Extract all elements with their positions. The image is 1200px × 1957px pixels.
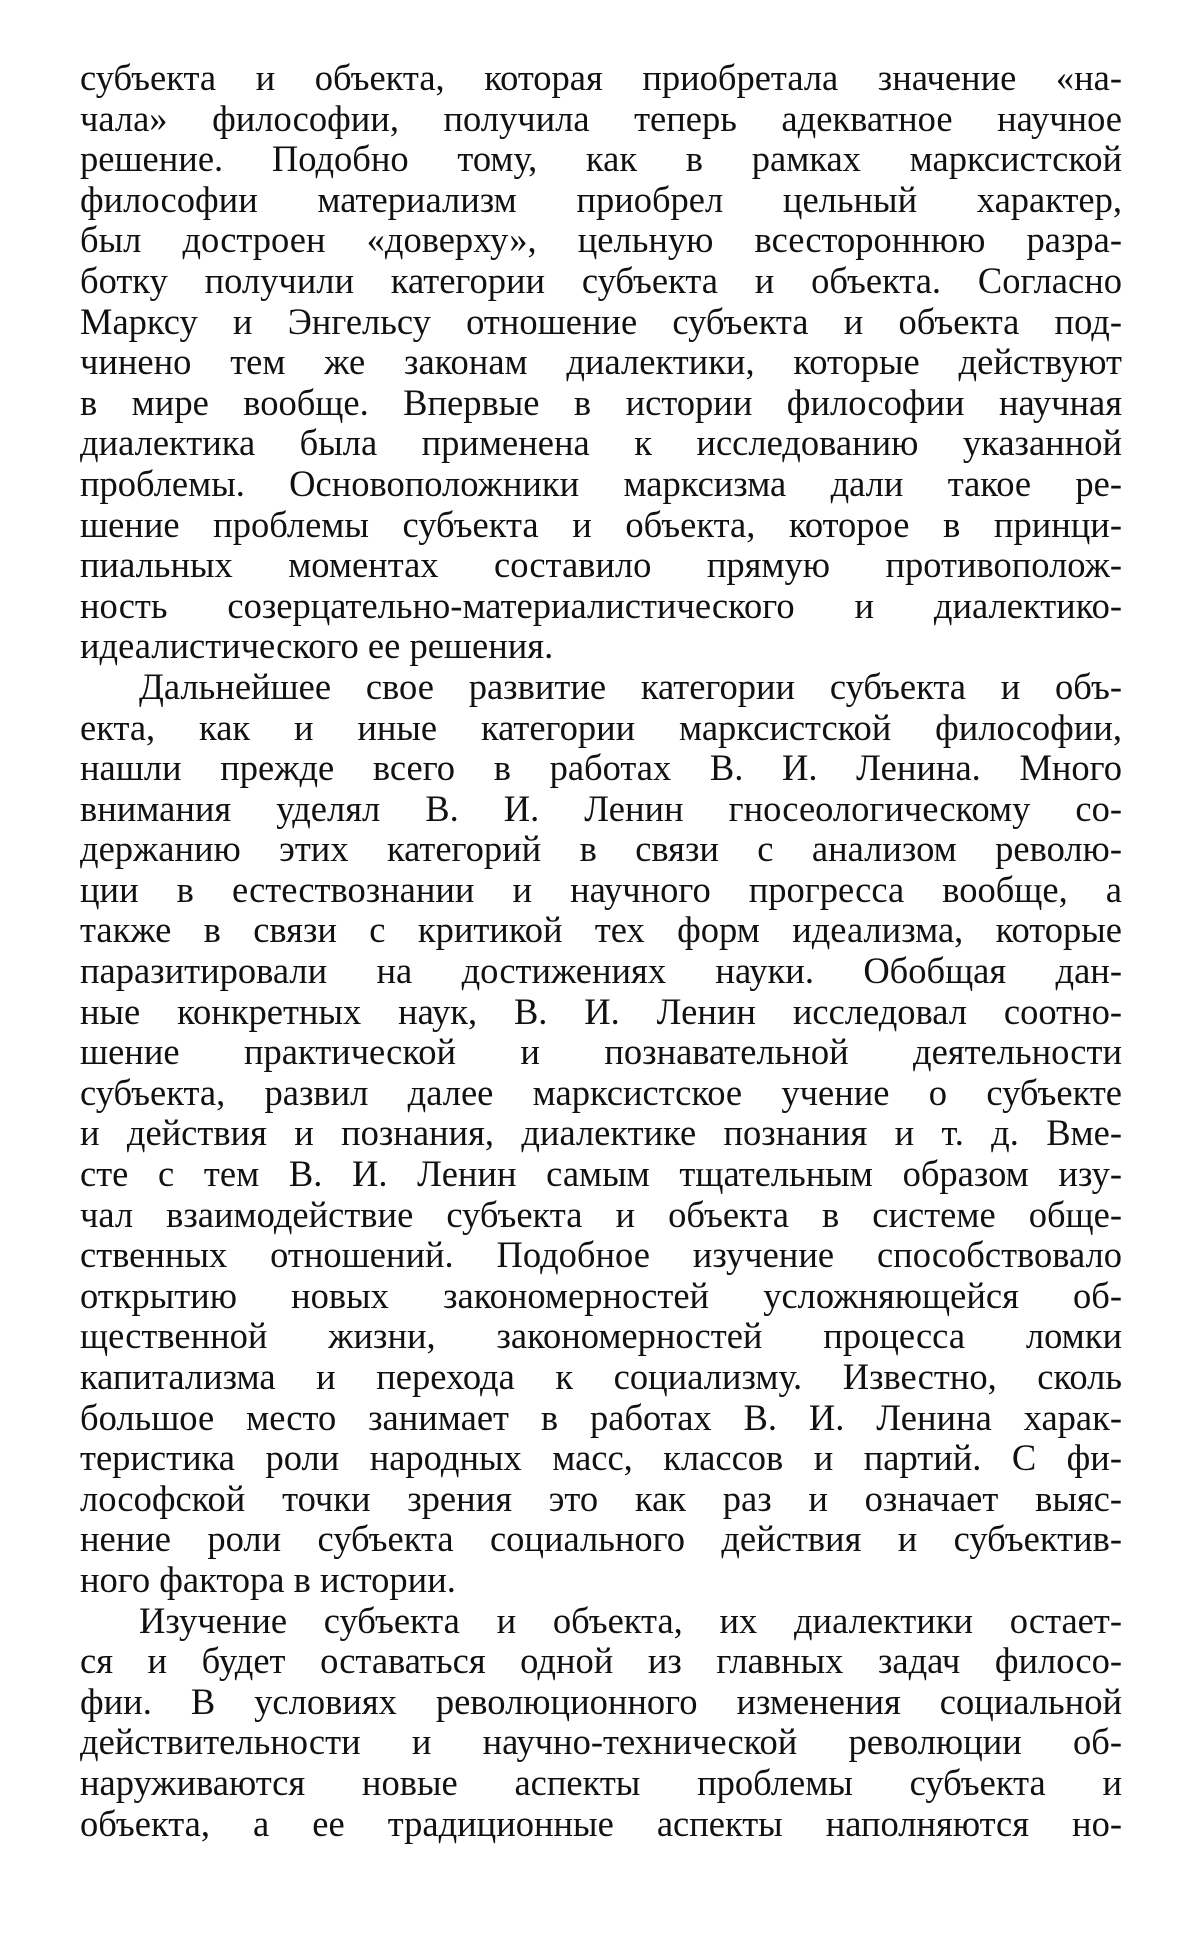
text-line: чала» философии, получила теперь адекватное научное xyxy=(80,97,1122,139)
text-line: в мире вообще. Впервые в истории философии научная xyxy=(80,381,1122,423)
text-line: чинено тем же законам диалектики, которые действуют xyxy=(80,341,1122,383)
text-line: шение проблемы субъекта и объекта, которое в принци- xyxy=(80,503,1122,545)
text-line: теристика роли народных масс, классов и партий. С фи- xyxy=(80,1437,1122,1479)
text-line: проблемы. Основоположники марксизма дали такое ре- xyxy=(80,462,1122,504)
text-line: Изучение субъекта и объекта, их диалектики остает- xyxy=(139,1599,1122,1641)
text-line: екта, как и иные категории марксистской философии, xyxy=(80,706,1122,748)
text-line: щественной жизни, закономерностей процесса ломки xyxy=(80,1315,1122,1357)
text-line: паразитировали на достижениях науки. Обобщая дан- xyxy=(80,950,1122,992)
text-line: Марксу и Энгельсу отношение субъекта и объекта под- xyxy=(80,300,1122,342)
text-line: философии материализм приобрел цельный характер, xyxy=(80,178,1122,220)
text-line: открытию новых закономерностей усложняющейся об- xyxy=(80,1274,1122,1316)
text-line: сте с тем В. И. Ленин самым тщательным образом изу- xyxy=(80,1153,1122,1195)
text-line: капитализма и перехода к социализму. Известно, сколь xyxy=(80,1356,1122,1397)
text-line: диалектика была применена к исследованию указанной xyxy=(80,422,1122,464)
text-line: фии. В условиях революционного изменения социальной xyxy=(80,1680,1122,1722)
text-line: нение роли субъекта социального действия и субъектив- xyxy=(80,1518,1122,1560)
text-line: ботку получили категории субъекта и объекта. Согласно xyxy=(80,259,1122,301)
text-line: идеалистического ее решения. xyxy=(80,625,554,667)
text-line: ность созерцательно-материалистического и диалектико- xyxy=(80,584,1122,626)
text-line: наруживаются новые аспекты проблемы субъекта и xyxy=(80,1761,1122,1803)
text-line: действительности и научно-технической революции об- xyxy=(80,1721,1122,1763)
paragraph-2 xyxy=(80,667,1122,1601)
text-line: большое место занимает в работах В. И. Ленина харак- xyxy=(80,1396,1122,1438)
text-line: лософской точки зрения это как раз и означает выяс- xyxy=(80,1477,1122,1519)
text-line: ции в естествознании и научного прогресса вообще, а xyxy=(80,868,1122,910)
text-line: субъекта, развил далее марксистское учение о субъекте xyxy=(80,1071,1122,1113)
text-line: объекта, а ее традиционные аспекты наполняются но- xyxy=(80,1802,1122,1844)
text-line: нашли прежде всего в работах В. И. Ленина. Много xyxy=(80,747,1122,789)
text-line: шение практической и познавательной деятельности xyxy=(80,1031,1122,1073)
text-line: ся и будет оставаться одной из главных задач филосо- xyxy=(80,1640,1122,1682)
paragraph-3 xyxy=(80,1601,1122,1845)
text-line: внимания уделял В. И. Ленин гносеологическому со- xyxy=(80,787,1122,829)
text-line: ные конкретных наук, В. И. Ленин исследовал соотно- xyxy=(80,990,1122,1032)
text-line: субъекта и объекта, которая приобретала значение «на- xyxy=(80,57,1122,98)
text-line: чал взаимодействие субъекта и объекта в системе обще- xyxy=(80,1193,1122,1235)
text-line: Дальнейшее свое развитие категории субъекта и объ- xyxy=(139,665,1122,707)
text-line: и действия и познания, диалектике познания и т. д. Вме- xyxy=(80,1112,1122,1154)
book-page xyxy=(80,58,1122,1844)
paragraph-1 xyxy=(80,58,1122,667)
text-line: был достроен «доверху», цельную всестороннюю разра- xyxy=(80,219,1122,261)
text-line: ного фактора в истории. xyxy=(80,1558,456,1600)
text-line: ственных отношений. Подобное изучение способствовало xyxy=(80,1234,1122,1276)
text-line: держанию этих категорий в связи с анализом револю- xyxy=(80,828,1122,870)
text-line: решение. Подобно тому, как в рамках марксистской xyxy=(80,138,1122,180)
text-line: также в связи с критикой тех форм идеализма, которые xyxy=(80,909,1122,951)
text-line: пиальных моментах составило прямую противополож- xyxy=(80,544,1122,586)
